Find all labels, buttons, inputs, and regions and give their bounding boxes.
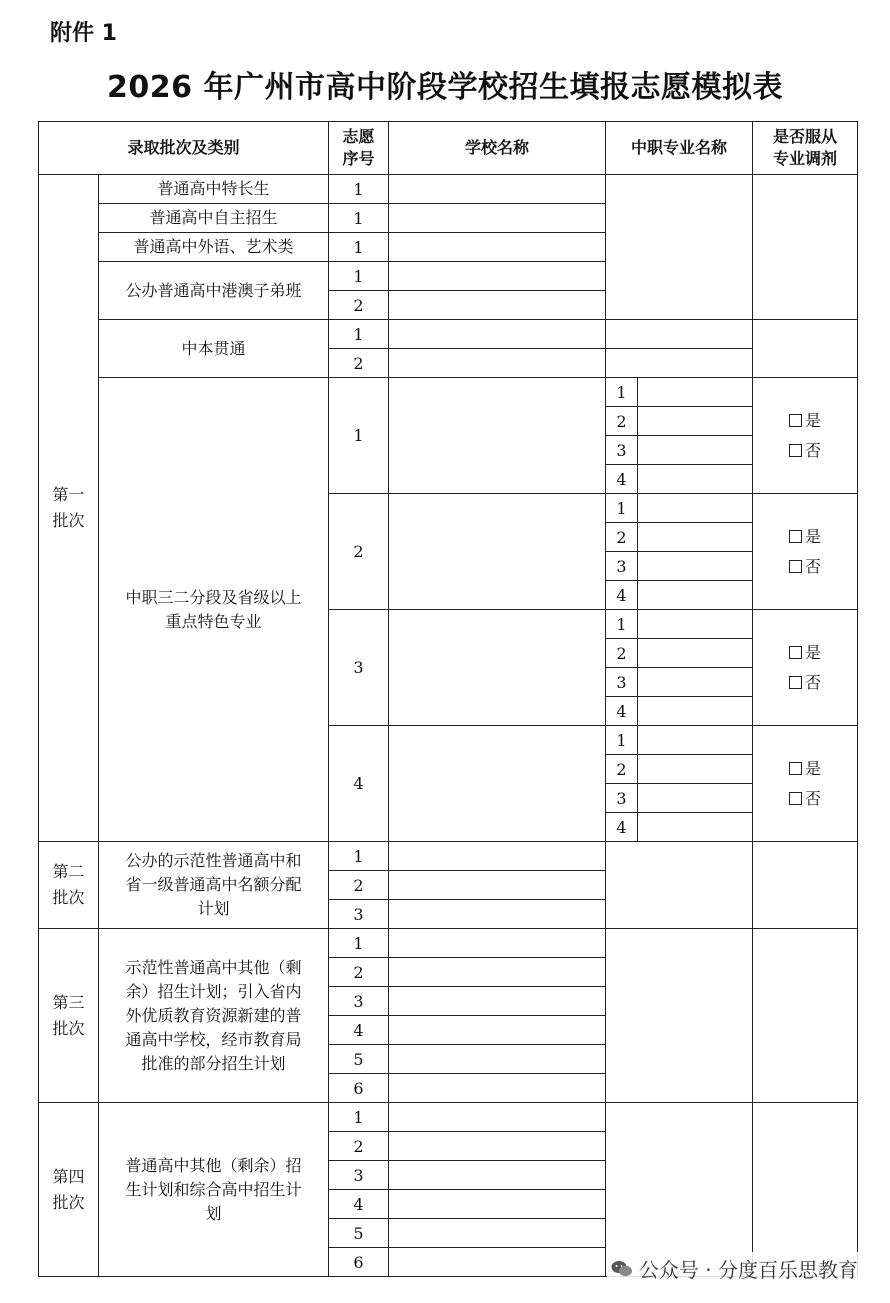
major-cell[interactable] — [638, 523, 753, 552]
adjust-yes-label: 是 — [805, 758, 822, 778]
adjust-no-label: 否 — [805, 440, 822, 460]
school-cell[interactable] — [389, 204, 606, 233]
order-number: 4 — [329, 1016, 389, 1045]
major-cell[interactable] — [638, 697, 753, 726]
major-cell-blank — [606, 175, 753, 320]
category-vocational-bachelor: 中本贯通 — [99, 320, 329, 378]
school-cell[interactable] — [389, 842, 606, 871]
order-number: 1 — [329, 1103, 389, 1132]
major-sub-number: 1 — [606, 378, 638, 407]
major-cell[interactable] — [638, 378, 753, 407]
school-cell[interactable] — [389, 233, 606, 262]
major-sub-number: 2 — [606, 639, 638, 668]
school-cell[interactable] — [389, 1248, 606, 1277]
batch-3-line2: 批次 — [52, 1018, 85, 1038]
batch-1-label — [39, 175, 99, 842]
school-cell[interactable] — [389, 1190, 606, 1219]
category-demo-line2: 余）招生计划；引入省内 — [125, 981, 302, 1001]
table-row — [39, 1103, 858, 1132]
header-school: 学校名称 — [389, 122, 606, 175]
category-quota-line3: 计划 — [197, 899, 230, 918]
category-hkmacao: 公办普通高中港澳子弟班 — [99, 262, 329, 320]
school-cell[interactable] — [389, 262, 606, 291]
batch-2-label — [39, 842, 99, 929]
school-cell[interactable] — [389, 1016, 606, 1045]
major-sub-number: 3 — [606, 668, 638, 697]
header-order — [329, 122, 389, 175]
adjust-yes-label: 是 — [805, 642, 822, 662]
major-sub-number: 3 — [606, 552, 638, 581]
school-cell[interactable] — [389, 1074, 606, 1103]
batch-1-line1: 第一 — [52, 485, 85, 504]
major-sub-number: 1 — [606, 494, 638, 523]
category-vocational — [99, 378, 329, 842]
major-cell[interactable] — [638, 552, 753, 581]
category-specialty: 普通高中特长生 — [99, 175, 329, 204]
order-number: 2 — [329, 291, 389, 320]
major-cell[interactable] — [638, 639, 753, 668]
major-sub-number: 4 — [606, 697, 638, 726]
adjust-yes-label: 是 — [805, 410, 822, 430]
header-row — [39, 122, 858, 175]
category-general-line2: 生计划和综合高中招生计 — [125, 1179, 302, 1199]
header-category: 录取批次及类别 — [39, 122, 329, 175]
watermark-text: 公众号 · 分度百乐思教育 — [638, 1258, 858, 1282]
adjust-cell-blank — [753, 175, 858, 320]
page-title: 2026 年广州市高中阶段学校招生填报志愿模拟表 — [107, 70, 783, 105]
major-cell[interactable] — [638, 407, 753, 436]
category-general-line1: 普通高中其他（剩余）招 — [125, 1155, 302, 1175]
checkbox-icon — [789, 676, 802, 689]
major-sub-number: 4 — [606, 465, 638, 494]
adjust-yes-checkbox[interactable] — [789, 643, 821, 662]
adjust-no-checkbox[interactable] — [789, 557, 821, 576]
school-cell[interactable] — [389, 1219, 606, 1248]
order-number: 6 — [329, 1074, 389, 1103]
table-row — [39, 842, 858, 871]
category-quota-line1: 公办的示范性普通高中和 — [125, 851, 302, 870]
major-sub-number: 1 — [606, 726, 638, 755]
school-cell[interactable] — [389, 1045, 606, 1074]
order-number: 2 — [329, 958, 389, 987]
order-number: 2 — [329, 494, 389, 610]
attachment-label: 附件 1 — [50, 21, 117, 46]
application-form-table — [38, 121, 858, 1277]
table-row — [39, 175, 858, 204]
major-cell[interactable] — [606, 349, 753, 378]
batch-3-line1: 第三 — [52, 992, 85, 1012]
adjust-choice — [753, 378, 858, 494]
header-major: 中职专业名称 — [606, 122, 753, 175]
order-number: 3 — [329, 610, 389, 726]
major-sub-number: 3 — [606, 436, 638, 465]
major-sub-number: 2 — [606, 407, 638, 436]
major-cell[interactable] — [638, 813, 753, 842]
adjust-yes-checkbox[interactable] — [789, 759, 821, 778]
school-cell[interactable] — [389, 929, 606, 958]
major-sub-number: 2 — [606, 755, 638, 784]
school-cell[interactable] — [389, 291, 606, 320]
adjust-cell-blank — [753, 1103, 858, 1277]
order-number: 2 — [329, 871, 389, 900]
major-cell-blank — [606, 1103, 753, 1277]
school-cell[interactable] — [389, 1103, 606, 1132]
school-cell[interactable] — [389, 175, 606, 204]
school-cell[interactable] — [389, 871, 606, 900]
major-cell-blank — [606, 842, 753, 929]
major-sub-number: 3 — [606, 784, 638, 813]
checkbox-icon — [789, 792, 802, 805]
major-cell-blank — [606, 929, 753, 1103]
category-general-line3: 划 — [205, 1203, 222, 1223]
header-order-line1: 志愿 — [342, 127, 375, 146]
table-row — [39, 320, 858, 349]
order-number: 1 — [329, 262, 389, 291]
order-number: 6 — [329, 1248, 389, 1277]
adjust-cell-blank — [753, 929, 858, 1103]
order-number: 1 — [329, 378, 389, 494]
order-number: 4 — [329, 1190, 389, 1219]
school-cell[interactable] — [389, 987, 606, 1016]
order-number: 1 — [329, 929, 389, 958]
school-cell[interactable] — [389, 1161, 606, 1190]
checkbox-icon — [789, 444, 802, 457]
major-cell[interactable] — [638, 668, 753, 697]
category-vocational-line2: 重点特色专业 — [165, 611, 262, 631]
checkbox-icon — [789, 560, 802, 573]
school-cell[interactable] — [389, 958, 606, 987]
watermark — [607, 1252, 862, 1285]
category-quota-allocation — [99, 842, 329, 929]
header-adjust — [753, 122, 858, 175]
category-vocational-line1: 中职三二分段及省级以上 — [125, 587, 302, 607]
order-number: 3 — [329, 1161, 389, 1190]
checkbox-icon — [789, 762, 802, 775]
order-number: 2 — [329, 349, 389, 378]
header-adjust-line1: 是否服从 — [773, 127, 838, 146]
category-demo-line5: 批准的部分招生计划 — [141, 1053, 286, 1073]
school-cell[interactable] — [389, 900, 606, 929]
major-cell[interactable] — [638, 465, 753, 494]
major-cell[interactable] — [638, 610, 753, 639]
order-number: 5 — [329, 1219, 389, 1248]
checkbox-icon — [789, 646, 802, 659]
adjust-yes-checkbox[interactable] — [789, 527, 821, 546]
header-adjust-line2: 专业调剂 — [773, 149, 838, 168]
adjust-yes-label: 是 — [805, 526, 822, 546]
batch-1-line2: 批次 — [52, 511, 85, 530]
school-cell[interactable] — [389, 610, 606, 726]
school-cell[interactable] — [389, 320, 606, 349]
major-sub-number: 4 — [606, 581, 638, 610]
order-number: 1 — [329, 175, 389, 204]
adjust-yes-checkbox[interactable] — [789, 411, 821, 430]
category-demonstration-other — [99, 929, 329, 1103]
wechat-icon — [611, 1260, 633, 1278]
major-cell[interactable] — [638, 755, 753, 784]
category-general-remaining — [99, 1103, 329, 1277]
checkbox-icon — [789, 414, 802, 427]
school-cell[interactable] — [389, 726, 606, 842]
batch-4-line2: 批次 — [52, 1192, 85, 1212]
school-cell[interactable] — [389, 349, 606, 378]
batch-4-line1: 第四 — [52, 1166, 85, 1186]
adjust-no-checkbox[interactable] — [789, 441, 821, 460]
order-number: 5 — [329, 1045, 389, 1074]
adjust-choice — [753, 610, 858, 726]
adjust-no-label: 否 — [805, 788, 822, 808]
adjust-choice — [753, 726, 858, 842]
adjust-no-label: 否 — [805, 672, 822, 692]
major-cell[interactable] — [606, 320, 753, 349]
batch-2-line2: 批次 — [52, 888, 85, 907]
table-row — [39, 378, 858, 407]
category-language-arts: 普通高中外语、艺术类 — [99, 233, 329, 262]
major-cell[interactable] — [638, 581, 753, 610]
order-number: 1 — [329, 233, 389, 262]
major-cell[interactable] — [638, 726, 753, 755]
checkbox-icon — [789, 530, 802, 543]
category-demo-line1: 示范性普通高中其他（剩 — [125, 957, 302, 977]
order-number: 1 — [329, 842, 389, 871]
school-cell[interactable] — [389, 494, 606, 610]
order-number: 1 — [329, 320, 389, 349]
order-number: 1 — [329, 204, 389, 233]
adjust-no-checkbox[interactable] — [789, 673, 821, 692]
major-sub-number: 2 — [606, 523, 638, 552]
order-number: 2 — [329, 1132, 389, 1161]
adjust-cell-blank — [753, 320, 858, 378]
school-cell[interactable] — [389, 378, 606, 494]
adjust-no-label: 否 — [805, 556, 822, 576]
adjust-no-checkbox[interactable] — [789, 789, 821, 808]
table-row — [39, 929, 858, 958]
batch-4-label — [39, 1103, 99, 1277]
major-sub-number: 4 — [606, 813, 638, 842]
major-cell[interactable] — [638, 436, 753, 465]
order-number: 4 — [329, 726, 389, 842]
adjust-choice — [753, 494, 858, 610]
school-cell[interactable] — [389, 1132, 606, 1161]
category-demo-line4: 通高中学校，经市教育局 — [125, 1029, 302, 1049]
major-cell[interactable] — [638, 784, 753, 813]
category-demo-line3: 外优质教育资源新建的普 — [125, 1005, 302, 1025]
header-order-line2: 序号 — [342, 149, 375, 168]
batch-3-label — [39, 929, 99, 1103]
major-cell[interactable] — [638, 494, 753, 523]
adjust-cell-blank — [753, 842, 858, 929]
category-quota-line2: 省一级普通高中名额分配 — [125, 875, 302, 894]
order-number: 3 — [329, 987, 389, 1016]
order-number: 3 — [329, 900, 389, 929]
batch-2-line1: 第二 — [52, 862, 85, 881]
major-sub-number: 1 — [606, 610, 638, 639]
category-independent: 普通高中自主招生 — [99, 204, 329, 233]
